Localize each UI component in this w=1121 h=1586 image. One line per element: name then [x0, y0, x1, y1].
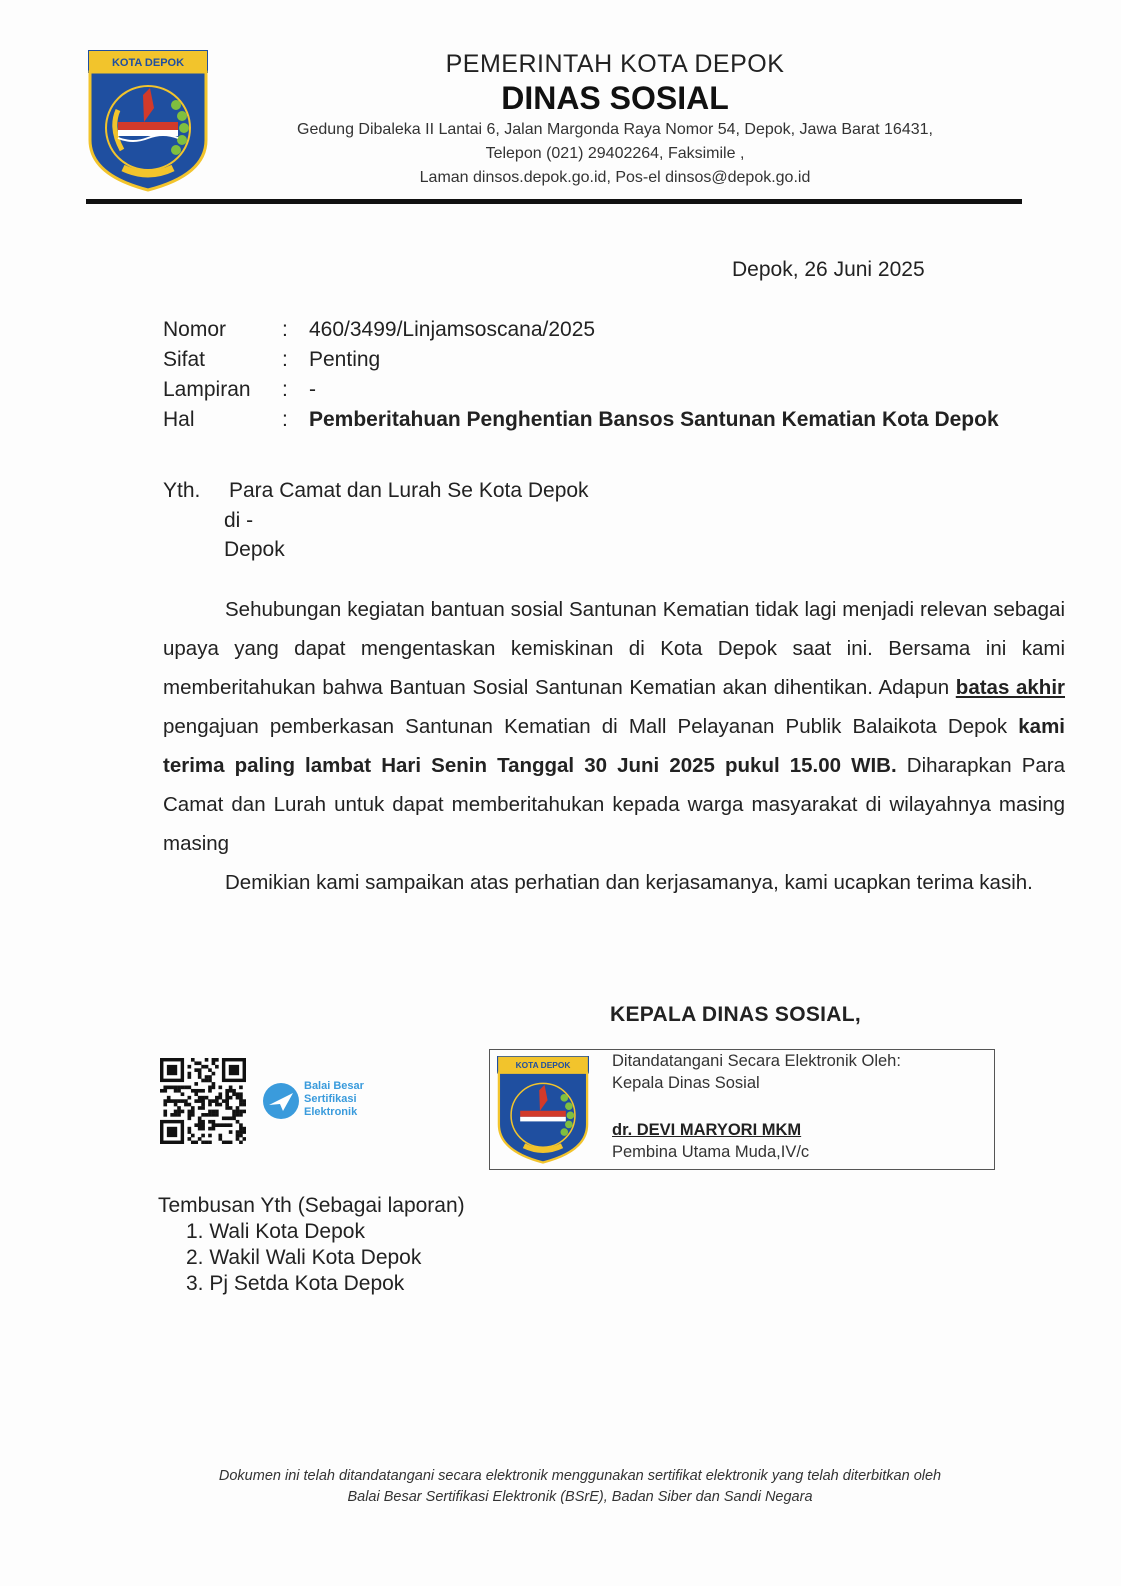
colon: : [282, 408, 288, 431]
emblem-label: KOTA DEPOK [515, 1060, 571, 1071]
letter-body [163, 590, 1065, 902]
bsre-icon [261, 1081, 301, 1121]
colon: : [282, 348, 288, 371]
letter-date: Depok, 26 Juni 2025 [732, 258, 925, 281]
cc-list-item: 3. Pj Setda Kota Depok [186, 1272, 405, 1295]
recipient-di: di - [224, 509, 254, 532]
phone-line: Telepon (021) 29402264, Faksimile , [485, 145, 745, 162]
body-paragraph-1: Sehubungan kegiatan bantuan sosial Santunan Kematian tidak lagi menjadi relevan sebagai upaya yang dapat mengentaskan kemiskinan di Kota Depok saat ini. Bersama ini kami memberitahukan bahwa Bantuan Sosial Santunan Kematian akan dihentikan. Adapun batas akhir pengajuan pemberkasan Santunan Kematian di Mall Pelayanan Publik Balaikota Depok kami terima paling lambat Hari Senin Tanggal 30 Juni 2025 pukul 15.00 WIB. Diharapkan Para Camat dan Lurah untuk dapat memberitahukan kepada warga masyarakat di wilayahnya masing masing [163, 598, 1066, 855]
nomor-value: 460/3499/Linjamsoscana/2025 [309, 318, 596, 341]
deadline-bold: kami terima paling lambat Hari Senin Tanggal 30 Juni 2025 pukul 15.00 WIB. [163, 715, 1065, 777]
signer-name: dr. DEVI MARYORI MKM [612, 1121, 802, 1139]
body-paragraph-2: Demikian kami sampaikan atas perhatian dan kerjasamanya, kami ucapkan terima kasih. [225, 871, 1033, 894]
qr-code [160, 1058, 246, 1144]
emblem-label: KOTA DEPOK [111, 57, 185, 69]
website-email-line: Laman dinsos.depok.go.id, Pos-el dinsos@depok.go.id [419, 169, 811, 186]
deadline-underline: batas akhir [955, 676, 1066, 699]
signature-emblem-logo [497, 1056, 589, 1164]
lampiran-label: Lampiran [163, 378, 251, 401]
recipient-name: Para Camat dan Lurah Se Kota Depok [229, 479, 589, 502]
nomor-label: Nomor [163, 318, 227, 341]
signer-position: Kepala Dinas Sosial [612, 1074, 760, 1092]
hal-label: Hal [163, 408, 195, 431]
bsre-text-1: Balai Besar [304, 1080, 364, 1092]
government-name: PEMERINTAH KOTA DEPOK [445, 50, 785, 78]
bsre-logo [261, 1078, 381, 1124]
footer-disclaimer-2: Balai Besar Sertifikasi Elektronik (BSrE), Badan Siber dan Sandi Negara [347, 1489, 813, 1505]
colon: : [282, 318, 288, 341]
letterhead-divider [86, 199, 1022, 204]
cc-title: Tembusan Yth (Sebagai laporan) [158, 1194, 465, 1217]
cc-list-item: 2. Wakil Wali Kota Depok [186, 1246, 422, 1269]
hal-value: Pemberitahuan Penghentian Bansos Santunan Kematian Kota Depok [309, 408, 999, 431]
colon: : [282, 378, 288, 401]
sifat-label: Sifat [163, 348, 206, 371]
lampiran-value: - [309, 378, 316, 401]
sifat-value: Penting [309, 348, 381, 371]
address-line: Gedung Dibaleka II Lantai 6, Jalan Margonda Raya Nomor 54, Depok, Jawa Barat 16431, [297, 121, 933, 138]
bsre-text-2: Sertifikasi [304, 1093, 357, 1105]
signer-rank: Pembina Utama Muda,IV/c [612, 1143, 810, 1161]
city-emblem-logo [88, 50, 208, 192]
recipient-prefix: Yth. [163, 479, 201, 502]
bsre-text-3: Elektronik [304, 1106, 358, 1118]
cc-list-item: 1. Wali Kota Depok [186, 1220, 365, 1243]
signed-by-label: Ditandatangani Secara Elektronik Oleh: [612, 1052, 901, 1070]
footer-disclaimer-1: Dokumen ini telah ditandatangani secara elektronik menggunakan sertifikat elektronik yang telah diterbitkan oleh [218, 1468, 942, 1484]
recipient-city: Depok [224, 538, 285, 561]
signatory-title: KEPALA DINAS SOSIAL, [610, 1003, 862, 1026]
department-name: DINAS SOSIAL [501, 80, 729, 116]
